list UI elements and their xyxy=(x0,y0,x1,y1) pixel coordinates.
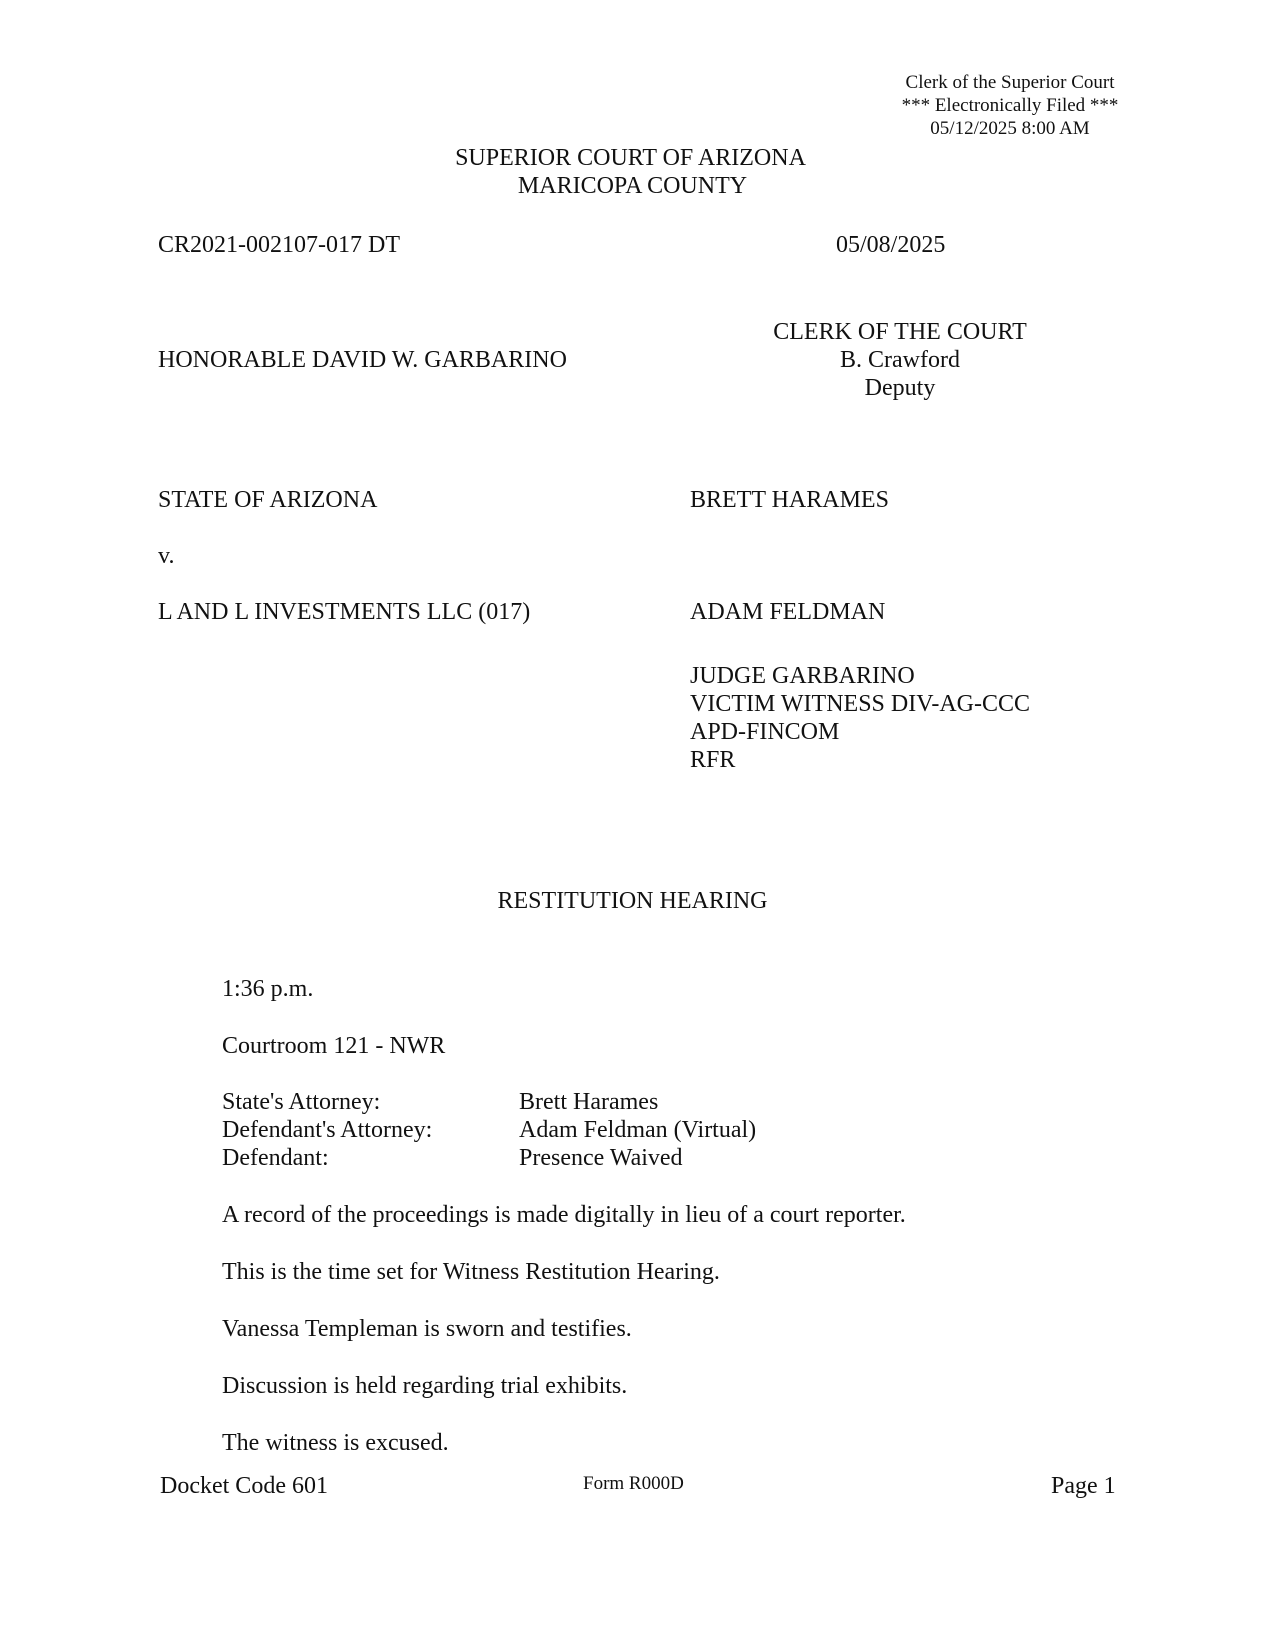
clerk-name: B. Crawford xyxy=(840,347,960,373)
versus: v. xyxy=(158,543,175,569)
courtroom: Courtroom 121 - NWR xyxy=(222,1033,446,1059)
plaintiff-counsel: BRETT HARAMES xyxy=(690,487,889,513)
hearing-time: 1:36 p.m. xyxy=(222,976,314,1002)
distribution-item: VICTIM WITNESS DIV-AG-CCC xyxy=(690,691,1031,717)
electronic-filing-stamp xyxy=(880,71,1140,140)
minute-entry-date: 05/08/2025 xyxy=(836,232,946,258)
distribution-list xyxy=(690,662,1030,774)
appearance-label: Defendant: xyxy=(222,1145,329,1171)
defendant-counsel: ADAM FELDMAN xyxy=(690,599,886,625)
filing-stamp-clerk: Clerk of the Superior Court xyxy=(905,72,1115,93)
minutes-paragraph: The witness is excused. xyxy=(222,1430,449,1456)
distribution-item: RFR xyxy=(690,747,736,773)
section-title: RESTITUTION HEARING xyxy=(497,888,768,914)
case-number: CR2021-002107-017 DT xyxy=(158,232,400,258)
form-code: Form R000D xyxy=(583,1473,684,1494)
appearance-row xyxy=(222,1116,756,1144)
minutes-paragraph: This is the time set for Witness Restitution Hearing. xyxy=(222,1259,720,1285)
appearances-table xyxy=(222,1088,756,1172)
minutes-paragraph: Vanessa Templeman is sworn and testifies. xyxy=(222,1316,632,1342)
court-name: SUPERIOR COURT OF ARIZONA xyxy=(455,145,806,171)
appearance-label: State's Attorney: xyxy=(222,1089,381,1115)
distribution-item: JUDGE GARBARINO xyxy=(690,663,915,689)
filing-stamp-status: *** Electronically Filed *** xyxy=(901,95,1119,116)
defendant: L AND L INVESTMENTS LLC (017) xyxy=(158,599,531,625)
minutes-paragraph: Discussion is held regarding trial exhibits. xyxy=(222,1373,628,1399)
page-number: Page 1 xyxy=(1051,1473,1116,1499)
court-heading xyxy=(0,144,1265,200)
appearance-row xyxy=(222,1088,756,1116)
judge-name: HONORABLE DAVID W. GARBARINO xyxy=(158,347,567,373)
clerk-role: Deputy xyxy=(864,375,936,401)
distribution-item: APD-FINCOM xyxy=(690,719,840,745)
docket-code: Docket Code 601 xyxy=(160,1473,328,1499)
appearance-value: Presence Waived xyxy=(519,1145,683,1171)
appearance-value: Adam Feldman (Virtual) xyxy=(519,1117,757,1143)
plaintiff: STATE OF ARIZONA xyxy=(158,487,378,513)
filing-stamp-datetime: 05/12/2025 8:00 AM xyxy=(930,118,1090,139)
court-county: MARICOPA COUNTY xyxy=(517,173,748,199)
appearance-row xyxy=(222,1144,756,1172)
clerk-block xyxy=(760,318,1040,402)
minutes-paragraph: A record of the proceedings is made digitally in lieu of a court reporter. xyxy=(222,1202,906,1228)
appearance-value: Brett Harames xyxy=(519,1089,659,1115)
appearance-label: Defendant's Attorney: xyxy=(222,1117,433,1143)
clerk-title: CLERK OF THE COURT xyxy=(773,319,1027,345)
